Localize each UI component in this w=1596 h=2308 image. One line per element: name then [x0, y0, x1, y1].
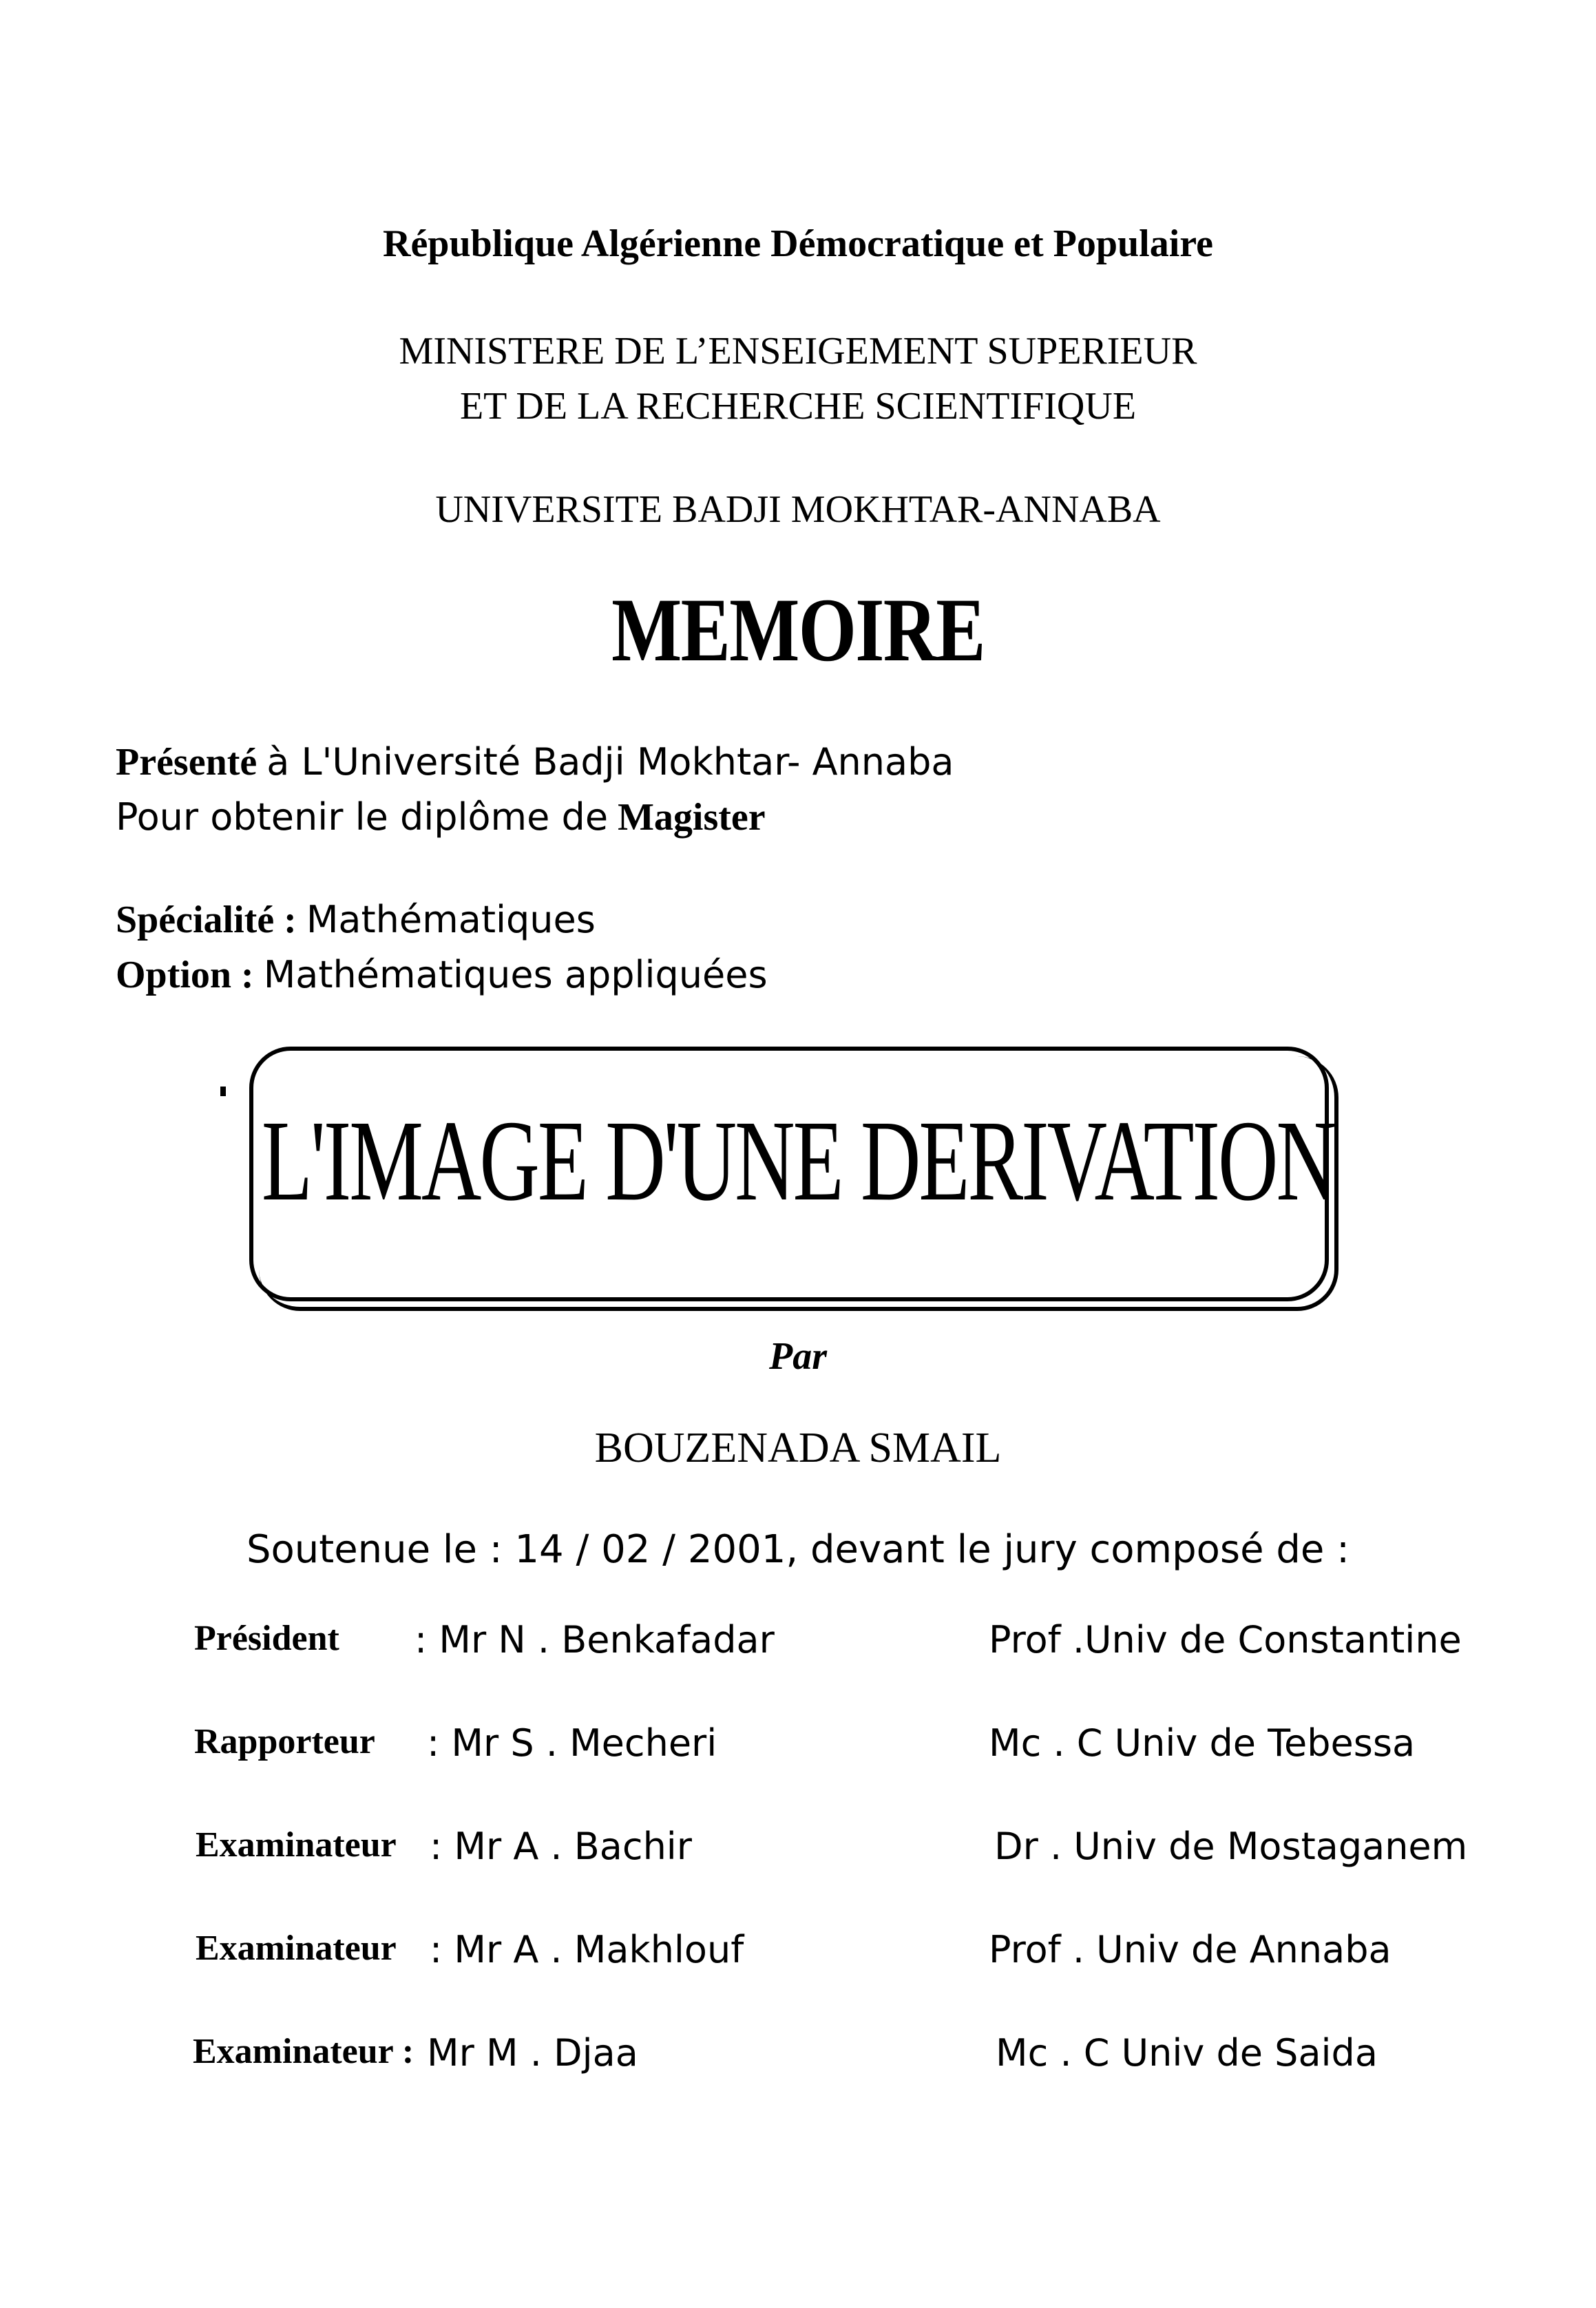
option-line — [116, 953, 768, 997]
by-label: Par — [769, 1335, 827, 1378]
jury-role: Examinateur : — [193, 2032, 414, 2071]
speciality-value: Mathématiques — [306, 898, 596, 941]
jury-institution: Mc . C Univ de Tebessa — [989, 1721, 1416, 1765]
jury-institution: Prof .Univ de Constantine — [989, 1618, 1462, 1661]
presented-line — [116, 740, 954, 784]
republic-heading: République Algérienne Démocratique et Populaire — [383, 222, 1213, 265]
jury-name: : Mr N . Benkafadar — [414, 1618, 775, 1661]
jury-row — [0, 1721, 1596, 1776]
jury-name: : Mr S . Mecheri — [427, 1721, 717, 1765]
thesis-title: L'IMAGE D'UNE DERIVATION — [261, 1097, 1334, 1225]
ministry-heading-line1: MINISTERE DE L’ENSEIGEMENT SUPERIEUR — [399, 330, 1197, 373]
jury-institution: Prof . Univ de Annaba — [989, 1928, 1392, 1971]
jury-row — [0, 2031, 1596, 2086]
university-heading: UNIVERSITE BADJI MOKHTAR-ANNABA — [435, 488, 1161, 531]
diploma-degree: Magister — [618, 796, 766, 839]
jury-role: Examinateur — [196, 1825, 397, 1865]
author-name: BOUZENADA SMAIL — [594, 1425, 1002, 1471]
jury-role: Président — [194, 1619, 339, 1658]
jury-name: : Mr A . Bachir — [430, 1825, 693, 1868]
jury-row — [0, 1928, 1596, 1983]
speciality-line — [116, 898, 596, 942]
presented-value: à L'Université Badji Mokhtar- Annaba — [266, 740, 954, 784]
presented-label: Présenté — [116, 741, 258, 784]
jury-institution: Mc . C Univ de Saida — [996, 2031, 1378, 2075]
diploma-line — [116, 795, 766, 839]
jury-institution: Dr . Univ de Mostaganem — [994, 1825, 1468, 1868]
option-value: Mathématiques appliquées — [263, 953, 768, 996]
jury-name: Mr M . Djaa — [427, 2031, 638, 2075]
defense-statement: Soutenue le : 14 / 02 / 2001, devant le jury composé de : — [246, 1527, 1350, 1572]
jury-row — [0, 1618, 1596, 1673]
option-label: Option : — [116, 954, 254, 996]
jury-row — [0, 1825, 1596, 1880]
jury-role: Examinateur — [196, 1929, 397, 1968]
speciality-label: Spécialité : — [116, 899, 297, 941]
jury-name: : Mr A . Makhlouf — [430, 1928, 744, 1971]
diploma-value: Pour obtenir le diplôme de — [116, 795, 609, 839]
ministry-heading-line2: ET DE LA RECHERCHE SCIENTIFIQUE — [459, 385, 1137, 428]
document-type-heading: MEMOIRE — [611, 579, 985, 680]
jury-role: Rapporteur — [194, 1722, 375, 1761]
